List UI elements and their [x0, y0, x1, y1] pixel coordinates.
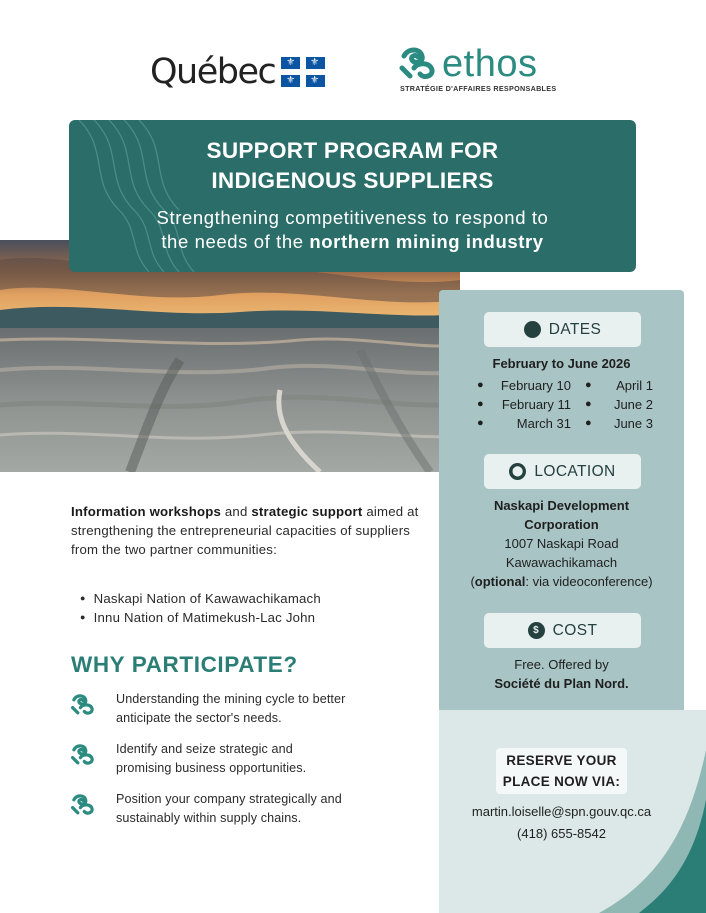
location-pin-icon: ⬤	[509, 463, 526, 480]
ethos-mark-icon	[70, 792, 96, 818]
program-subtitle: Strengthening competitiveness to respond to the needs of the northern mining industry	[156, 207, 549, 252]
ethos-mark-icon	[70, 692, 96, 718]
program-title: SUPPORT PROGRAM FOR INDIGENOUS SUPPLIERS	[206, 138, 499, 193]
calendar-dot-icon	[524, 321, 541, 338]
list-item: ● Naskapi Nation of Kawawachikamach	[80, 591, 321, 606]
dollar-icon: $	[528, 622, 545, 639]
dates-list: ● February 10 ● April 1 ● February 11 ● June 2 ● March 31 ● June 3	[477, 378, 653, 431]
reason-item: Position your company strategically and sustainably within supply chains.	[70, 790, 390, 828]
intro-paragraph: Information workshops and strategic support aimed at strengthening the entrepreneurial capacities of suppliers from the two partner communities:	[71, 504, 419, 558]
reserve-heading: RESERVE YOUR PLACE NOW VIA:	[496, 748, 627, 794]
contact-phone[interactable]: (418) 655-8542	[517, 826, 606, 841]
reason-item: Identify and seize strategic and promising business opportunities.	[70, 740, 390, 778]
communities-list	[80, 589, 321, 627]
contact-email[interactable]: martin.loiselle@spn.gouv.qc.ca	[471, 804, 652, 819]
ethos-mark-icon	[398, 46, 438, 82]
location-details: Naskapi Development Corporation 1007 Naskapi Road Kawawachikamach (optional: via videoconference)	[470, 498, 653, 589]
list-item: ● Innu Nation of Matimekush-Lac John	[80, 610, 316, 626]
ethos-mark-icon	[70, 742, 96, 768]
reason-item: Understanding the mining cycle to better anticipate the sector's needs.	[70, 690, 390, 728]
header-banner	[69, 120, 636, 272]
dates-label: DATES	[484, 312, 641, 347]
quebec-wordmark: Québec	[150, 52, 276, 92]
ethos-wordmark: ethos	[442, 43, 538, 85]
mine-photo	[0, 240, 460, 472]
quebec-logo	[150, 52, 325, 92]
info-panel	[439, 290, 684, 710]
cost-details: Free. Offered by Société du Plan Nord.	[494, 657, 629, 691]
reserve-panel	[439, 710, 706, 913]
cost-label: $ COST	[484, 613, 641, 648]
ethos-tagline: STRATÉGIE D'AFFAIRES RESPONSABLES	[400, 84, 557, 93]
ethos-logo	[398, 44, 556, 93]
location-label: ⬤ LOCATION	[484, 454, 641, 489]
quebec-flag-icon: ⚜ ⚜ ⚜ ⚜	[281, 57, 325, 87]
dates-range: February to June 2026	[492, 356, 631, 371]
why-participate-heading: WHY PARTICIPATE?	[71, 652, 298, 677]
